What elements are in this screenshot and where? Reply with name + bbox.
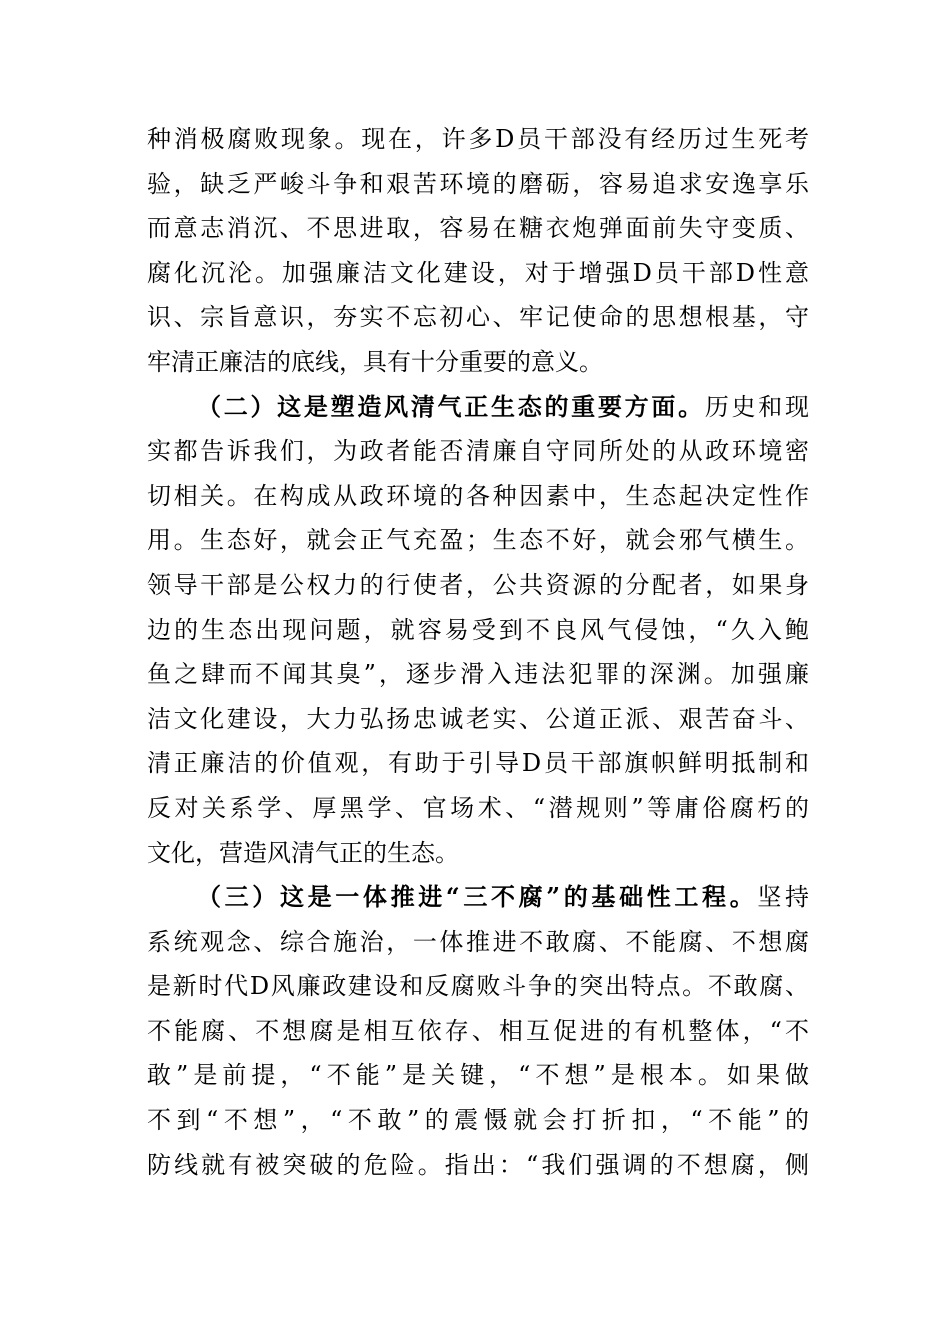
text-line — [147, 831, 809, 876]
text-line — [147, 1009, 809, 1054]
line-text: 系统观念、综合施治，一体推进不敢腐、不能腐、不想腐 — [147, 927, 809, 956]
line-text: 而意志消沉、不思进取，容易在糖衣炮弹面前失守变质、 — [147, 214, 809, 243]
line-text: 切相关。在构成从政环境的各种因素中，生态起决定性作 — [147, 481, 809, 510]
section-heading-line — [147, 385, 809, 430]
line-text: 敢”是前提，“不能”是关键，“不想”是根本。如果做 — [147, 1061, 809, 1090]
section-heading-line — [147, 875, 809, 920]
text-line — [147, 964, 809, 1009]
line-text: 洁文化建设，大力弘扬忠诚老实、公道正派、艰苦奋斗、 — [147, 704, 809, 733]
line-text: 识、宗旨意识，夯实不忘初心、牢记使命的思想根基，守 — [147, 303, 809, 332]
line-text: 腐化沉沦。加强廉洁文化建设，对于增强D员干部D性意 — [147, 258, 809, 287]
section-heading-3: （三）这是一体推进“三不腐”的基础性工程。 — [197, 882, 758, 912]
section-heading-2: （二）这是塑造风清气正生态的重要方面。 — [197, 391, 705, 421]
text-line — [147, 697, 809, 742]
line-text: 反对关系学、厚黑学、官场术、“潜规则”等庸俗腐朽的 — [147, 793, 809, 822]
line-text: 领导干部是公权力的行使者，公共资源的分配者，如果身 — [147, 570, 809, 599]
text-line — [147, 741, 809, 786]
text-line — [147, 295, 809, 340]
body-text — [147, 117, 809, 1187]
line-text: 鱼之肆而不闻其臭”，逐步滑入违法犯罪的深渊。加强廉 — [147, 660, 809, 689]
line-text: 历史和现 — [704, 392, 810, 421]
text-line — [147, 920, 809, 965]
text-line — [147, 429, 809, 474]
text-line — [147, 117, 809, 162]
line-text: 不到“不想”，“不敢”的震慑就会打折扣，“不能”的 — [147, 1106, 809, 1135]
text-line — [147, 786, 809, 831]
text-line — [147, 652, 809, 697]
text-line — [147, 474, 809, 519]
text-line — [147, 206, 809, 251]
line-text: 验，缺乏严峻斗争和艰苦环境的磨砺，容易追求安逸享乐 — [147, 169, 809, 198]
text-line — [147, 340, 809, 385]
line-text: 牢清正廉洁的底线，具有十分重要的意义。 — [147, 347, 603, 376]
line-text: 种消极腐败现象。现在，许多D员干部没有经历过生死考 — [147, 125, 809, 153]
line-text: 用。生态好，就会正气充盈；生态不好，就会邪气横生。 — [147, 526, 809, 555]
line-text: 边的生态出现问题，就容易受到不良风气侵蚀，“久入鲍 — [147, 615, 809, 644]
text-line — [147, 518, 809, 563]
text-line — [147, 608, 809, 653]
text-line — [147, 1098, 809, 1143]
text-line — [147, 563, 809, 608]
line-text: 不能腐、不想腐是相互依存、相互促进的有机整体，“不 — [147, 1016, 809, 1045]
line-text: 文化，营造风清气正的生态。 — [147, 838, 459, 867]
line-text: 坚持 — [757, 883, 810, 912]
text-line — [147, 1053, 809, 1098]
line-text: 实都告诉我们，为政者能否清廉自守同所处的从政环境密 — [147, 437, 809, 466]
line-text: 是新时代D风廉政建设和反腐败斗争的突出特点。不敢腐、 — [147, 972, 809, 1001]
line-text: 清正廉洁的价值观，有助于引导D员干部旗帜鲜明抵制和 — [147, 749, 809, 778]
text-line — [147, 251, 809, 296]
text-line — [147, 1143, 809, 1188]
text-line — [147, 162, 809, 207]
line-text: 防线就有被突破的危险。指出：“我们强调的不想腐，侧 — [147, 1150, 809, 1179]
